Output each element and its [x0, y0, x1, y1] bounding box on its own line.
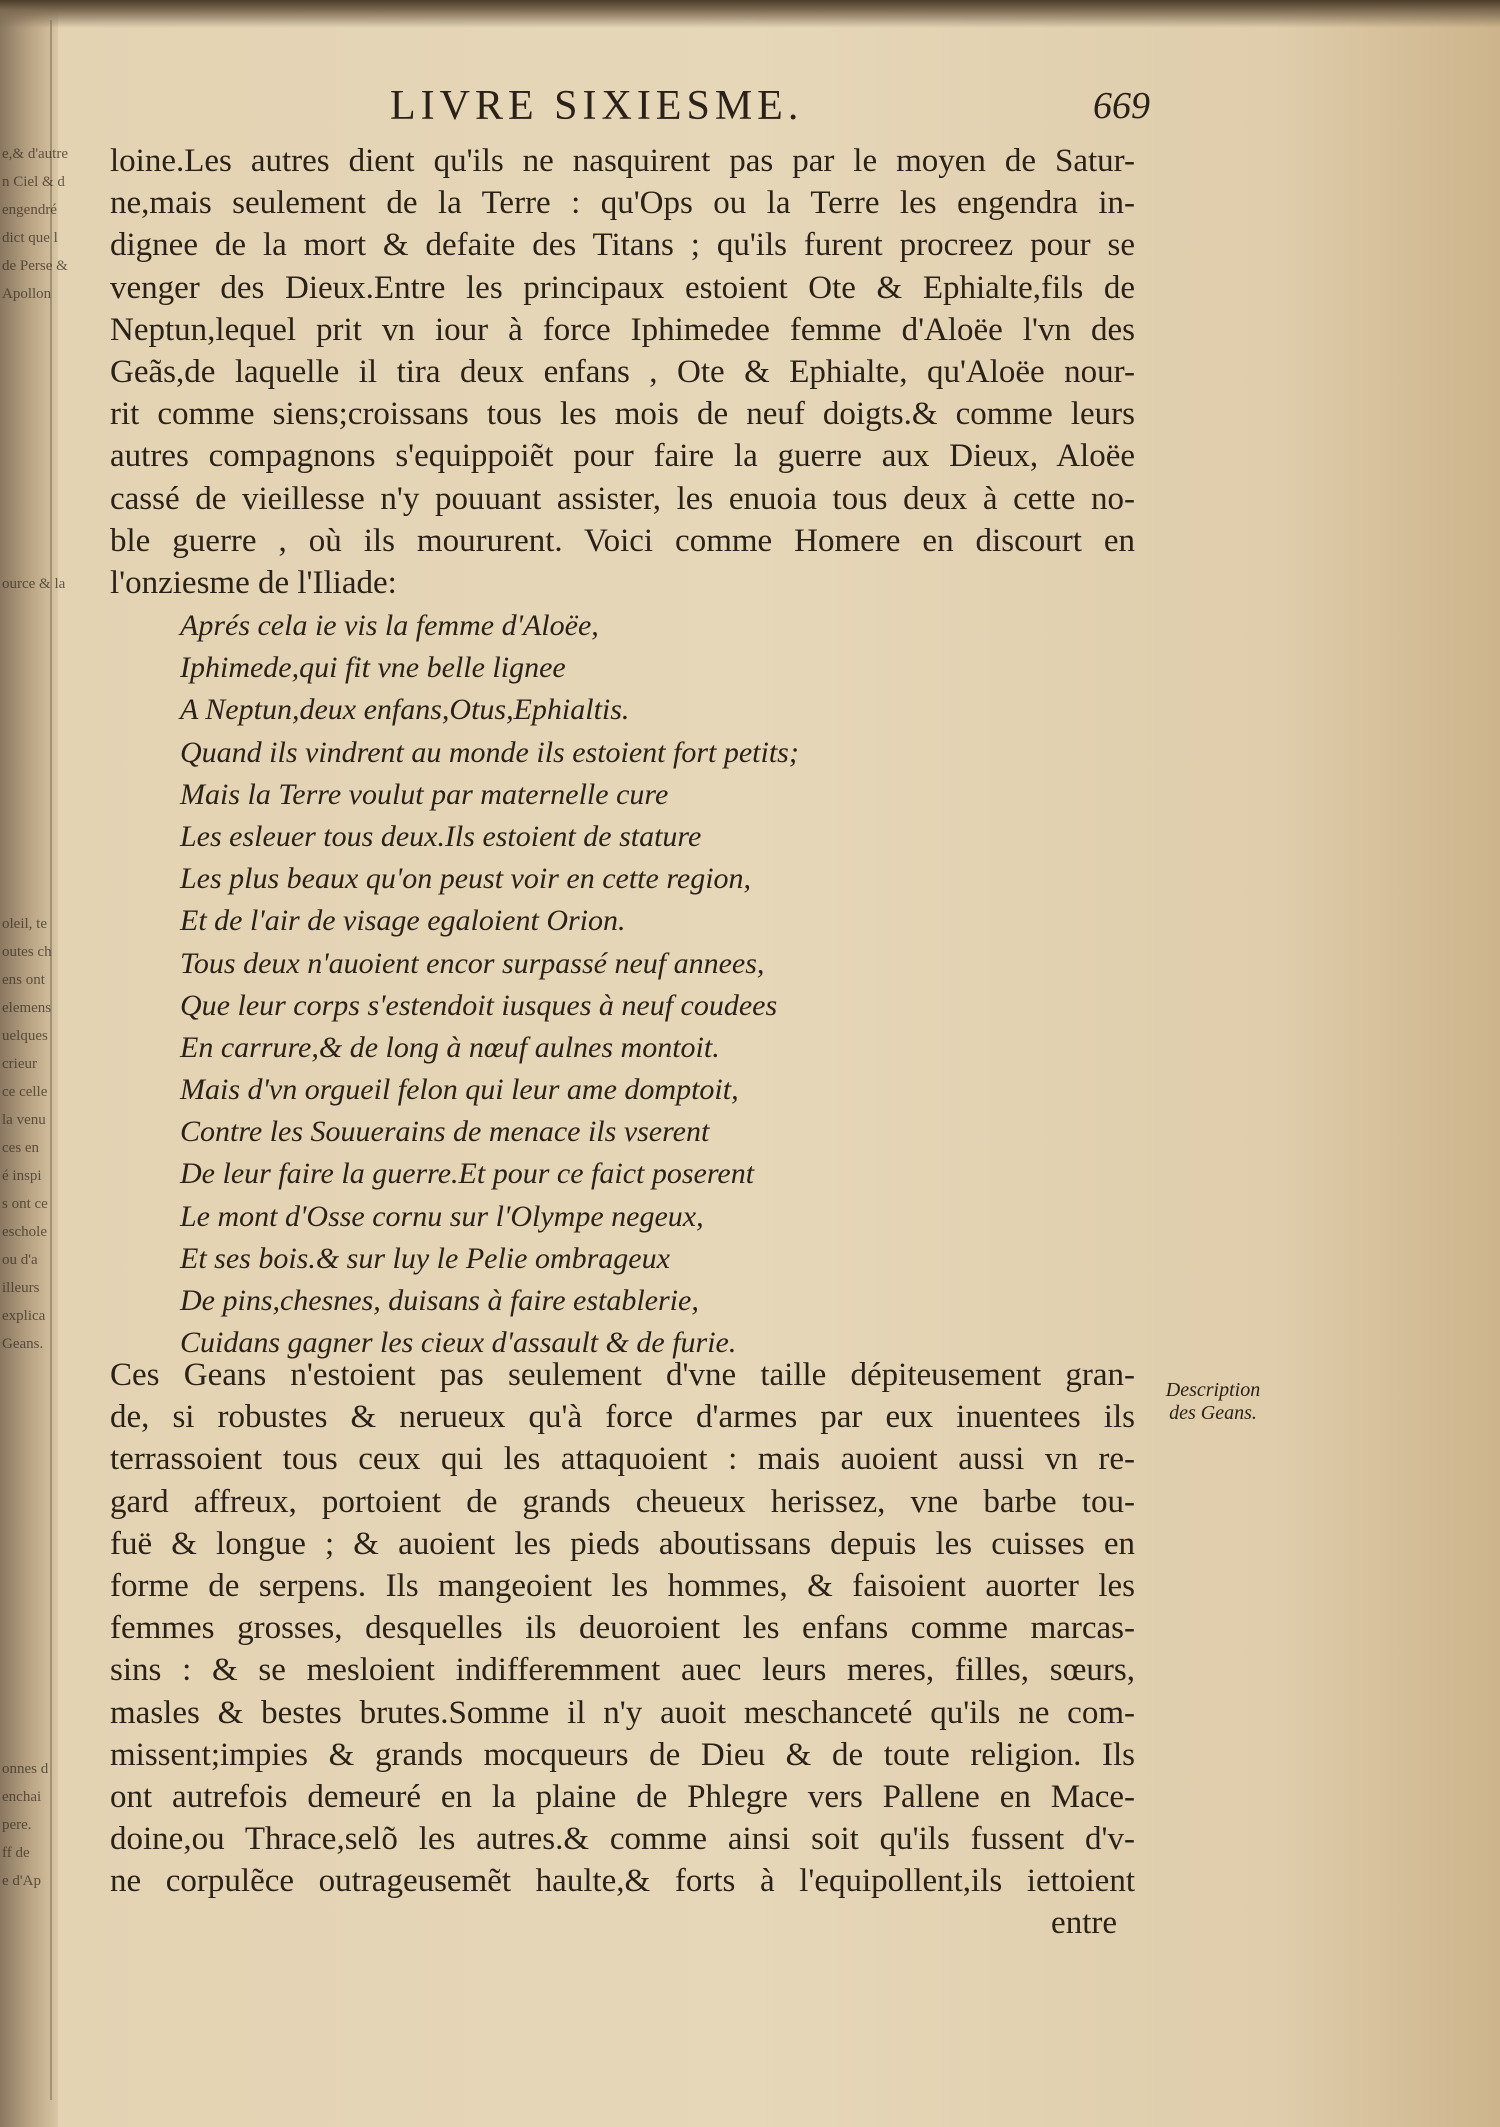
bleed-fragment: onnes d	[2, 1761, 49, 1777]
margin-note-line-2: des Geans.	[1169, 1402, 1257, 1424]
bleed-fragment: ou d'a	[2, 1252, 38, 1268]
bleed-fragment: de Perse &	[2, 258, 68, 274]
verse-line: Et ses bois.& sur luy le Pelie ombrageux	[180, 1241, 670, 1275]
verse-line: Quand ils vindrent au monde ils estoient fort petits;	[180, 735, 799, 769]
bleed-fragment: oleil, te	[2, 916, 47, 932]
bleed-fragment: engendré	[2, 202, 57, 218]
top-edge-shadow	[0, 0, 1500, 28]
bleed-fragment: elemens	[2, 1000, 52, 1016]
margin-note-line-1: Description	[1165, 1379, 1261, 1401]
para1-line: loine.Les autres dient qu'ils ne nasquirent pas par le moyen de Satur-	[110, 143, 1135, 179]
para1-line: rit comme siens;croissans tous les mois de neuf doigts.& comme leurs	[110, 396, 1135, 433]
bleed-fragment: eschole	[2, 1224, 47, 1240]
bleed-fragment: e d'Ap	[2, 1873, 41, 1889]
verse-line: Le mont d'Osse cornu sur l'Olympe negeux,	[180, 1199, 704, 1233]
bleed-fragment: Geans.	[2, 1336, 44, 1352]
para2-line: Ces Geans n'estoient pas seulement d'vne taille dépiteusement gran-	[110, 1357, 1135, 1393]
para2-line: masles & bestes brutes.Somme il n'y auoit meschanceté qu'ils ne com-	[110, 1694, 1135, 1731]
para1-line: venger des Dieux.Entre les principaux estoient Ote & Ephialte,fils de	[110, 269, 1135, 306]
para2-line: terrassoient tous ceux qui les attaquoient : mais auoient aussi vn re-	[110, 1441, 1135, 1478]
para2-line: sins : & se mesloient indifferemment auec leurs meres, filles, sœurs,	[110, 1652, 1135, 1689]
verse-line: A Neptun,deux enfans,Otus,Ephialtis.	[180, 693, 630, 727]
para1-line: Geãs,de laquelle il tira deux enfans , Ote & Ephialte, qu'Aloëe nour-	[110, 353, 1135, 390]
bleed-fragment: ource & la	[2, 576, 66, 592]
para2-line: gard affreux, portoient de grands cheueux herissez, vne barbe tou-	[110, 1483, 1135, 1520]
verse-line: Mais la Terre voulut par maternelle cure	[180, 777, 669, 811]
bleed-fragment: pere.	[2, 1817, 32, 1833]
para2-line: ne corpulẽce outrageusemẽt haulte,& forts à l'equipollent,ils iettoient	[110, 1863, 1135, 1900]
bleed-fragment: explica	[2, 1308, 46, 1324]
bleed-fragment: ces en	[2, 1140, 40, 1156]
verse-line: Les esleuer tous deux.Ils estoient de stature	[180, 819, 702, 853]
para1-line: ne,mais seulement de la Terre : qu'Ops ou la Terre les engendra in-	[110, 185, 1135, 222]
paragraph-1	[110, 140, 1135, 604]
running-title: LIVRE SIXIESME.	[390, 83, 804, 129]
bleed-fragment: illeurs	[2, 1280, 40, 1296]
para1-line: Neptun,lequel prit vn iour à force Iphimedee femme d'Aloëe l'vn des	[110, 311, 1135, 348]
para2-line: ont autrefois demeuré en la plaine de Phlegre vers Pallene en Mace-	[110, 1778, 1135, 1815]
verse-quotation	[180, 605, 1080, 1364]
para2-line: femmes grosses, desquelles ils deuoroient les enfans comme marcas-	[110, 1610, 1135, 1647]
verse-line: Contre les Souuerains de menace ils vserent	[180, 1115, 710, 1149]
verse-line: De leur faire la guerre.Et pour ce faict poserent	[180, 1157, 755, 1191]
margin-note	[1148, 1379, 1278, 1425]
bleed-through-low	[2, 910, 52, 1358]
verse-line: En carrure,& de long à nœuf aulnes montoit.	[180, 1030, 720, 1064]
para2-line: missent;impies & grands mocqueurs de Dieu & de toute religion. Ils	[110, 1736, 1135, 1773]
catchword: entre	[1051, 1905, 1117, 1941]
verse-line: Cuidans gagner les cieux d'assault & de furie.	[180, 1326, 737, 1360]
bleed-fragment: é inspi	[2, 1168, 42, 1184]
bleed-fragment: outes ch	[2, 944, 52, 960]
verse-line: Et de l'air de visage egaloient Orion.	[180, 904, 626, 938]
verse-line: De pins,chesnes, duisans à faire establerie,	[180, 1284, 699, 1317]
bleed-fragment: la venu	[2, 1112, 46, 1128]
para1-line: l'onziesme de l'Iliade:	[110, 564, 397, 601]
bleed-fragment: n Ciel & d	[2, 174, 65, 190]
verse-line: Que leur corps s'estendoit iusques à neuf coudees	[180, 988, 778, 1022]
bleed-fragment: s ont ce	[2, 1196, 48, 1212]
bleed-fragment: enchai	[2, 1789, 42, 1805]
verse-line: Mais d'vn orgueil felon qui leur ame domptoit,	[180, 1073, 739, 1107]
para2-line: fuë & longue ; & auoient les pieds aboutissans depuis les cuisses en	[110, 1525, 1135, 1562]
bleed-fragment: dict que l	[2, 230, 58, 246]
verse-line: Tous deux n'auoient encor surpassé neuf annees,	[180, 946, 765, 980]
bleed-fragment: uelques	[2, 1028, 48, 1044]
bleed-fragment: ce celle	[2, 1084, 48, 1100]
verse-line: Aprés cela ie vis la femme d'Aloëe,	[180, 609, 599, 642]
para2-line: de, si robustes & nerueux qu'à force d'armes par eux inuentees ils	[110, 1399, 1135, 1436]
page-number: 669	[1093, 85, 1150, 127]
bleed-fragment: e,& d'autre	[2, 146, 69, 162]
para1-line: dignee de la mort & defaite des Titans ; qu'ils furent procreez pour se	[110, 227, 1135, 264]
para1-line: ble guerre , où ils moururent. Voici comme Homere en discourt en	[110, 522, 1135, 559]
bleed-fragment: ff de	[2, 1845, 30, 1861]
bleed-fragment: crieur	[2, 1056, 37, 1072]
bleed-through-top	[2, 140, 69, 308]
paragraph-2	[110, 1354, 1135, 1902]
bleed-through-mid	[2, 570, 66, 598]
para1-line: autres compagnons s'equippoiẽt pour faire la guerre aux Dieux, Aloëe	[110, 438, 1135, 475]
verse-line: Les plus beaux qu'on peust voir en cette region,	[180, 862, 752, 896]
bleed-fragment: ens ont	[2, 972, 45, 988]
para2-line: forme de serpens. Ils mangeoient les hommes, & faisoient auorter les	[110, 1567, 1135, 1604]
verse-line: Iphimede,qui fit vne belle lignee	[180, 651, 566, 685]
bleed-fragment: Apollon	[2, 286, 52, 302]
page-header	[110, 82, 1150, 138]
para1-line: cassé de vieillesse n'y pouuant assister, les enuoia tous deux à cette no-	[110, 480, 1135, 517]
bleed-through-bottom	[2, 1755, 52, 1895]
para2-line: doine,ou Thrace,selõ les autres.& comme ainsi soit qu'ils fussent d'v-	[110, 1821, 1135, 1858]
